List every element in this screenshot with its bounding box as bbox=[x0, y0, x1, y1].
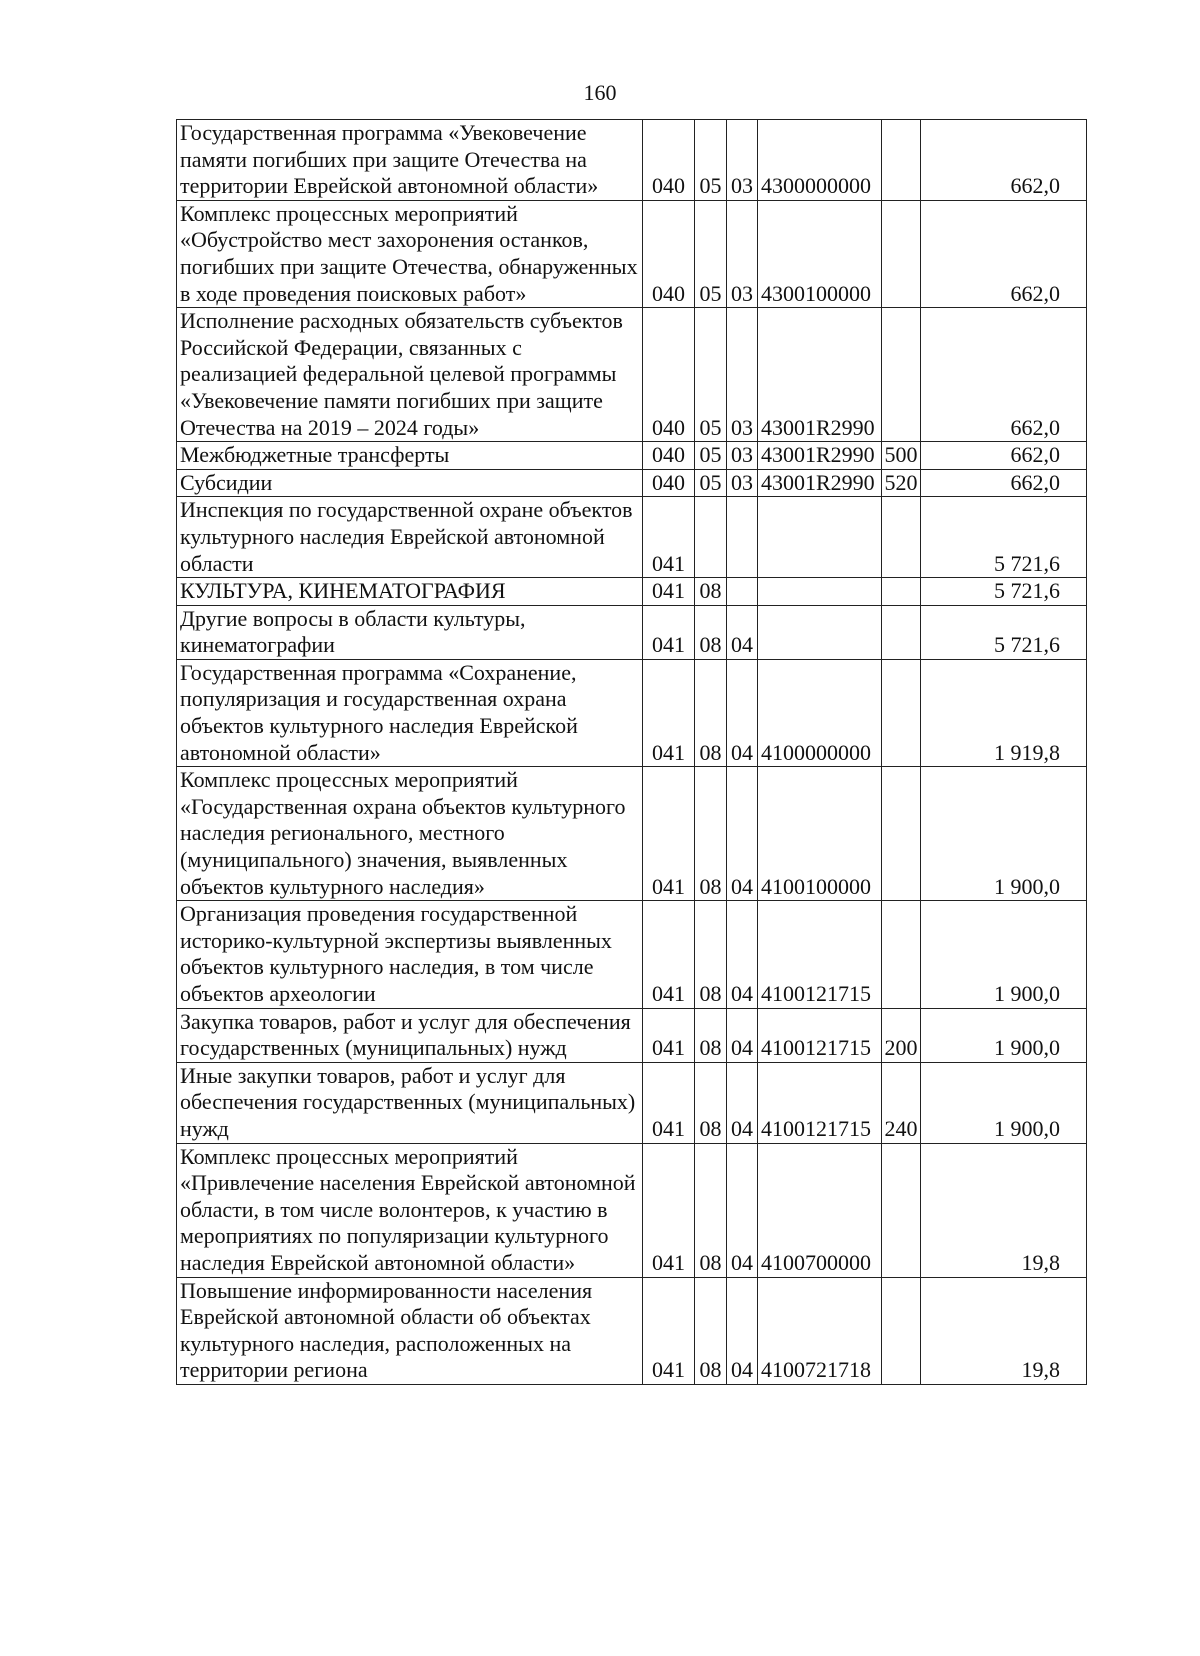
row-amount: 662,0 bbox=[921, 442, 1087, 470]
row-amount: 1 900,0 bbox=[921, 767, 1087, 901]
row-section-code: 05 bbox=[695, 120, 727, 201]
row-gr-code: 041 bbox=[643, 767, 695, 901]
budget-table bbox=[176, 119, 1087, 1385]
row-amount: 19,8 bbox=[921, 1277, 1087, 1384]
row-gr-code: 041 bbox=[643, 901, 695, 1008]
row-gr-code: 040 bbox=[643, 442, 695, 470]
row-target-article-code: 43001R2990 bbox=[758, 308, 882, 442]
row-subsection-code: 04 bbox=[727, 901, 758, 1008]
row-name: Повышение информированности населения Еврейской автономной области об объектах культурного наследия, расположенных на территории региона bbox=[177, 1277, 643, 1384]
row-subsection-code: 04 bbox=[727, 605, 758, 659]
row-gr-code: 041 bbox=[643, 1062, 695, 1143]
row-section-code: 08 bbox=[695, 578, 727, 606]
row-section-code: 05 bbox=[695, 308, 727, 442]
row-section-code: 08 bbox=[695, 659, 727, 766]
table-row bbox=[177, 767, 1087, 901]
row-name: Субсидии bbox=[177, 469, 643, 497]
row-expense-type-code bbox=[882, 901, 921, 1008]
row-gr-code: 040 bbox=[643, 308, 695, 442]
row-subsection-code bbox=[727, 497, 758, 578]
row-section-code: 08 bbox=[695, 1008, 727, 1062]
table-body bbox=[177, 120, 1087, 1385]
row-gr-code: 041 bbox=[643, 659, 695, 766]
page-number: 160 bbox=[583, 80, 617, 105]
table-row bbox=[177, 1277, 1087, 1384]
row-target-article-code: 4100721718 bbox=[758, 1277, 882, 1384]
table-row bbox=[177, 1143, 1087, 1277]
row-section-code: 05 bbox=[695, 469, 727, 497]
row-section-code: 08 bbox=[695, 1143, 727, 1277]
row-subsection-code: 04 bbox=[727, 1062, 758, 1143]
row-target-article-code: 4300000000 bbox=[758, 120, 882, 201]
row-name: КУЛЬТУРА, КИНЕМАТОГРАФИЯ bbox=[177, 578, 643, 606]
row-name: Комплекс процессных мероприятий «Государственная охрана объектов культурного наследия регионального, местного (муниципального) значения, выявленных объектов культурного наследия» bbox=[177, 767, 643, 901]
row-target-article-code bbox=[758, 578, 882, 606]
row-target-article-code: 4100121715 bbox=[758, 901, 882, 1008]
row-name: Государственная программа «Сохранение, популяризация и государственная охрана объектов культурного наследия Еврейской автономной области» bbox=[177, 659, 643, 766]
row-name: Исполнение расходных обязательств субъектов Российской Федерации, связанных с реализацией федеральной целевой программы «Увековечение памяти погибших при защите Отечества на 2019 – 2024 годы» bbox=[177, 308, 643, 442]
row-gr-code: 041 bbox=[643, 605, 695, 659]
row-subsection-code: 04 bbox=[727, 1277, 758, 1384]
row-name: Комплекс процессных мероприятий «Обустройство мест захоронения останков, погибших при защите Отечества, обнаруженных в ходе проведения поисковых работ» bbox=[177, 200, 643, 307]
row-name: Иные закупки товаров, работ и услуг для обеспечения государственных (муниципальных) нужд bbox=[177, 1062, 643, 1143]
row-gr-code: 040 bbox=[643, 469, 695, 497]
row-amount: 662,0 bbox=[921, 200, 1087, 307]
row-amount: 662,0 bbox=[921, 308, 1087, 442]
row-target-article-code: 4100000000 bbox=[758, 659, 882, 766]
row-subsection-code: 03 bbox=[727, 442, 758, 470]
row-target-article-code: 4100121715 bbox=[758, 1062, 882, 1143]
row-gr-code: 041 bbox=[643, 497, 695, 578]
row-subsection-code bbox=[727, 578, 758, 606]
row-amount: 5 721,6 bbox=[921, 497, 1087, 578]
row-section-code bbox=[695, 497, 727, 578]
row-subsection-code: 03 bbox=[727, 469, 758, 497]
row-section-code: 08 bbox=[695, 767, 727, 901]
table-row bbox=[177, 605, 1087, 659]
row-amount: 1 900,0 bbox=[921, 1008, 1087, 1062]
row-target-article-code: 4100121715 bbox=[758, 1008, 882, 1062]
row-name: Организация проведения государственной историко-культурной экспертизы выявленных объектов культурного наследия, в том числе объектов археологии bbox=[177, 901, 643, 1008]
row-expense-type-code bbox=[882, 578, 921, 606]
row-target-article-code bbox=[758, 497, 882, 578]
row-section-code: 05 bbox=[695, 200, 727, 307]
table-row bbox=[177, 659, 1087, 766]
row-section-code: 08 bbox=[695, 605, 727, 659]
row-expense-type-code bbox=[882, 200, 921, 307]
row-expense-type-code bbox=[882, 1277, 921, 1384]
table-row bbox=[177, 1062, 1087, 1143]
row-target-article-code: 43001R2990 bbox=[758, 469, 882, 497]
row-section-code: 05 bbox=[695, 442, 727, 470]
row-expense-type-code: 520 bbox=[882, 469, 921, 497]
row-subsection-code: 04 bbox=[727, 1008, 758, 1062]
row-amount: 1 900,0 bbox=[921, 901, 1087, 1008]
row-target-article-code: 4100700000 bbox=[758, 1143, 882, 1277]
row-expense-type-code bbox=[882, 605, 921, 659]
row-amount: 5 721,6 bbox=[921, 605, 1087, 659]
row-amount: 1 900,0 bbox=[921, 1062, 1087, 1143]
row-gr-code: 040 bbox=[643, 120, 695, 201]
row-name: Инспекция по государственной охране объектов культурного наследия Еврейской автономной области bbox=[177, 497, 643, 578]
row-section-code: 08 bbox=[695, 1277, 727, 1384]
row-gr-code: 041 bbox=[643, 1277, 695, 1384]
row-amount: 1 919,8 bbox=[921, 659, 1087, 766]
row-gr-code: 041 bbox=[643, 578, 695, 606]
table-row bbox=[177, 578, 1087, 606]
row-gr-code: 040 bbox=[643, 200, 695, 307]
table-row bbox=[177, 901, 1087, 1008]
table-row bbox=[177, 469, 1087, 497]
row-expense-type-code bbox=[882, 1143, 921, 1277]
row-expense-type-code bbox=[882, 308, 921, 442]
row-gr-code: 041 bbox=[643, 1008, 695, 1062]
table-row bbox=[177, 308, 1087, 442]
row-target-article-code: 4300100000 bbox=[758, 200, 882, 307]
row-section-code: 08 bbox=[695, 1062, 727, 1143]
row-name: Закупка товаров, работ и услуг для обеспечения государственных (муниципальных) нужд bbox=[177, 1008, 643, 1062]
row-expense-type-code: 200 bbox=[882, 1008, 921, 1062]
row-amount: 662,0 bbox=[921, 469, 1087, 497]
row-name: Другие вопросы в области культуры, кинематографии bbox=[177, 605, 643, 659]
row-amount: 19,8 bbox=[921, 1143, 1087, 1277]
row-amount: 5 721,6 bbox=[921, 578, 1087, 606]
row-subsection-code: 04 bbox=[727, 767, 758, 901]
row-subsection-code: 04 bbox=[727, 1143, 758, 1277]
row-name: Межбюджетные трансферты bbox=[177, 442, 643, 470]
row-gr-code: 041 bbox=[643, 1143, 695, 1277]
table-row bbox=[177, 442, 1087, 470]
row-subsection-code: 03 bbox=[727, 200, 758, 307]
row-amount: 662,0 bbox=[921, 120, 1087, 201]
row-expense-type-code bbox=[882, 497, 921, 578]
row-section-code: 08 bbox=[695, 901, 727, 1008]
table-row bbox=[177, 120, 1087, 201]
row-expense-type-code bbox=[882, 120, 921, 201]
row-target-article-code bbox=[758, 605, 882, 659]
row-expense-type-code bbox=[882, 659, 921, 766]
row-name: Государственная программа «Увековечение памяти погибших при защите Отечества на территории Еврейской автономной области» bbox=[177, 120, 643, 201]
row-expense-type-code bbox=[882, 767, 921, 901]
row-expense-type-code: 240 bbox=[882, 1062, 921, 1143]
table-row bbox=[177, 200, 1087, 307]
row-target-article-code: 4100100000 bbox=[758, 767, 882, 901]
row-target-article-code: 43001R2990 bbox=[758, 442, 882, 470]
table-row bbox=[177, 1008, 1087, 1062]
row-subsection-code: 03 bbox=[727, 120, 758, 201]
row-subsection-code: 04 bbox=[727, 659, 758, 766]
row-expense-type-code: 500 bbox=[882, 442, 921, 470]
row-name: Комплекс процессных мероприятий «Привлечение населения Еврейской автономной области, в том числе волонтеров, к участию в мероприятиях по популяризации культурного наследия Еврейской автономной области» bbox=[177, 1143, 643, 1277]
table-row bbox=[177, 497, 1087, 578]
row-subsection-code: 03 bbox=[727, 308, 758, 442]
